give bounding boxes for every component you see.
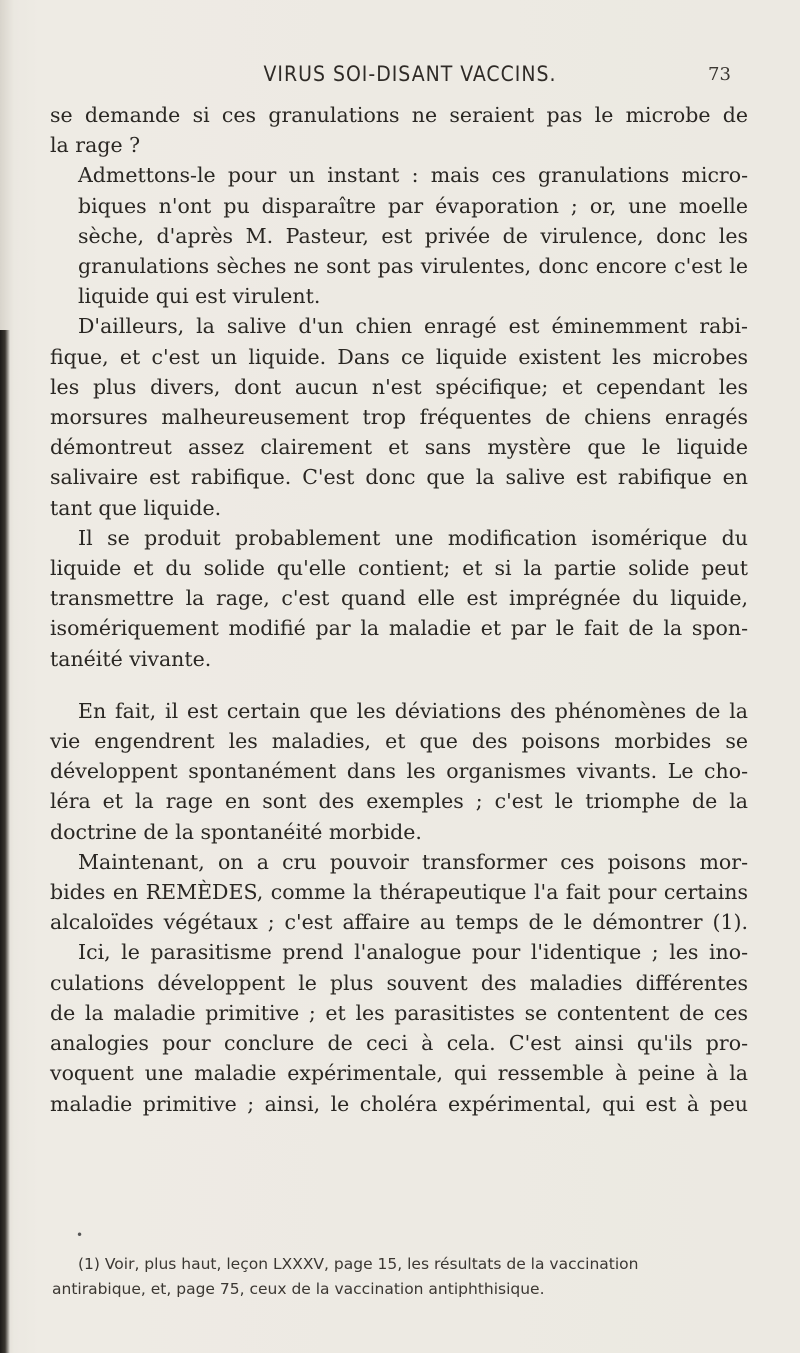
- text-line: se demande si ces granulations ne seraient pas le microbe de: [50, 103, 748, 127]
- paragraph: [50, 696, 748, 847]
- text-line: doctrine de la spontanéité morbide.: [50, 819, 422, 844]
- text-line: liquide et du solide qu'elle contient; et si la partie solide peut: [50, 556, 748, 581]
- text-line: léra et la rage en sont des exemples ; c'est le triomphe de la: [50, 789, 748, 814]
- text-line: tanéité vivante.: [50, 646, 212, 671]
- footnote-line: antirabique, et, page 75, ceux de la vaccination antiphthisique.: [52, 1280, 545, 1298]
- stray-mark: •: [76, 1228, 84, 1242]
- text-line: tant que liquide.: [50, 495, 222, 520]
- text-line: culations développent le plus souvent des maladies différentes: [50, 970, 748, 995]
- text-line: transmettre la rage, c'est quand elle est imprégnée du liquide,: [50, 586, 748, 611]
- paragraph: [50, 160, 748, 311]
- text-line: morsures malheureusement trop fréquentes de chiens enragés: [50, 405, 748, 430]
- text-line: la rage ?: [50, 133, 141, 158]
- text-line: bides en REMÈDES, comme la thérapeutique l'a fait pour certains: [50, 880, 748, 905]
- text-line: alcaloïdes végétaux ; c'est affaire au temps de le démontrer (1).: [50, 910, 748, 935]
- text-line: voquent une maladie expérimentale, qui ressemble à peine à la: [50, 1061, 748, 1086]
- footnote-line: (1) Voir, plus haut, leçon LXXXV, page 15, les résultats de la vaccination: [78, 1255, 639, 1273]
- paragraph: [50, 100, 748, 160]
- running-title: VIRUS SOI-DISANT VACCINS.: [263, 62, 557, 86]
- text-line: liquide qui est virulent.: [78, 284, 321, 309]
- text-line: Maintenant, on a cru pouvoir transformer ces poisons mor-: [78, 849, 748, 874]
- text-line: sèche, d'après M. Pasteur, est privée de virulence, donc les: [78, 223, 748, 248]
- paragraph: [50, 311, 748, 522]
- text-line: isomériquement modifié par la maladie et par le fait de la spon-: [50, 616, 748, 641]
- text-line: développent spontanément dans les organismes vivants. Le cho-: [50, 759, 748, 784]
- text-line: En fait, il est certain que les déviations des phénomènes de la: [78, 698, 748, 723]
- text-line: Ici, le parasitisme prend l'analogue pour l'identique ; les ino-: [78, 940, 748, 965]
- text-line: de la maladie primitive ; et les parasitistes se contentent de ces: [50, 1000, 748, 1025]
- paragraph: [50, 523, 748, 674]
- text-line: salivaire est rabifique. C'est donc que la salive est rabifique en: [50, 465, 748, 490]
- text-line: D'ailleurs, la salive d'un chien enragé est éminemment rabi-: [78, 314, 748, 339]
- body-text: [50, 100, 748, 1119]
- paragraph: [50, 847, 748, 1119]
- text-line: analogies pour conclure de ceci à cela. C'est ainsi qu'ils pro-: [50, 1031, 748, 1056]
- footnote: [52, 1252, 752, 1302]
- text-line: maladie primitive ; ainsi, le choléra expérimental, qui est à peu: [50, 1091, 748, 1116]
- page-binding-edge: [0, 330, 10, 1353]
- text-line: granulations sèches ne sont pas virulentes, donc encore c'est le: [78, 254, 748, 279]
- text-line: Admettons-le pour un instant : mais ces granulations micro-: [78, 163, 748, 188]
- text-line: démontreut assez clairement et sans mystère que le liquide: [50, 435, 748, 460]
- text-line: vie engendrent les maladies, et que des poisons morbides se: [50, 729, 748, 754]
- page-number: 73: [708, 64, 731, 85]
- text-line: fique, et c'est un liquide. Dans ce liquide existent les microbes: [50, 344, 748, 369]
- text-line: Il se produit probablement une modification isomérique du: [78, 525, 748, 550]
- text-line: biques n'ont pu disparaître par évaporation ; or, une moelle: [78, 193, 748, 218]
- text-line: les plus divers, dont aucun n'est spécifique; et cependant les: [50, 374, 748, 399]
